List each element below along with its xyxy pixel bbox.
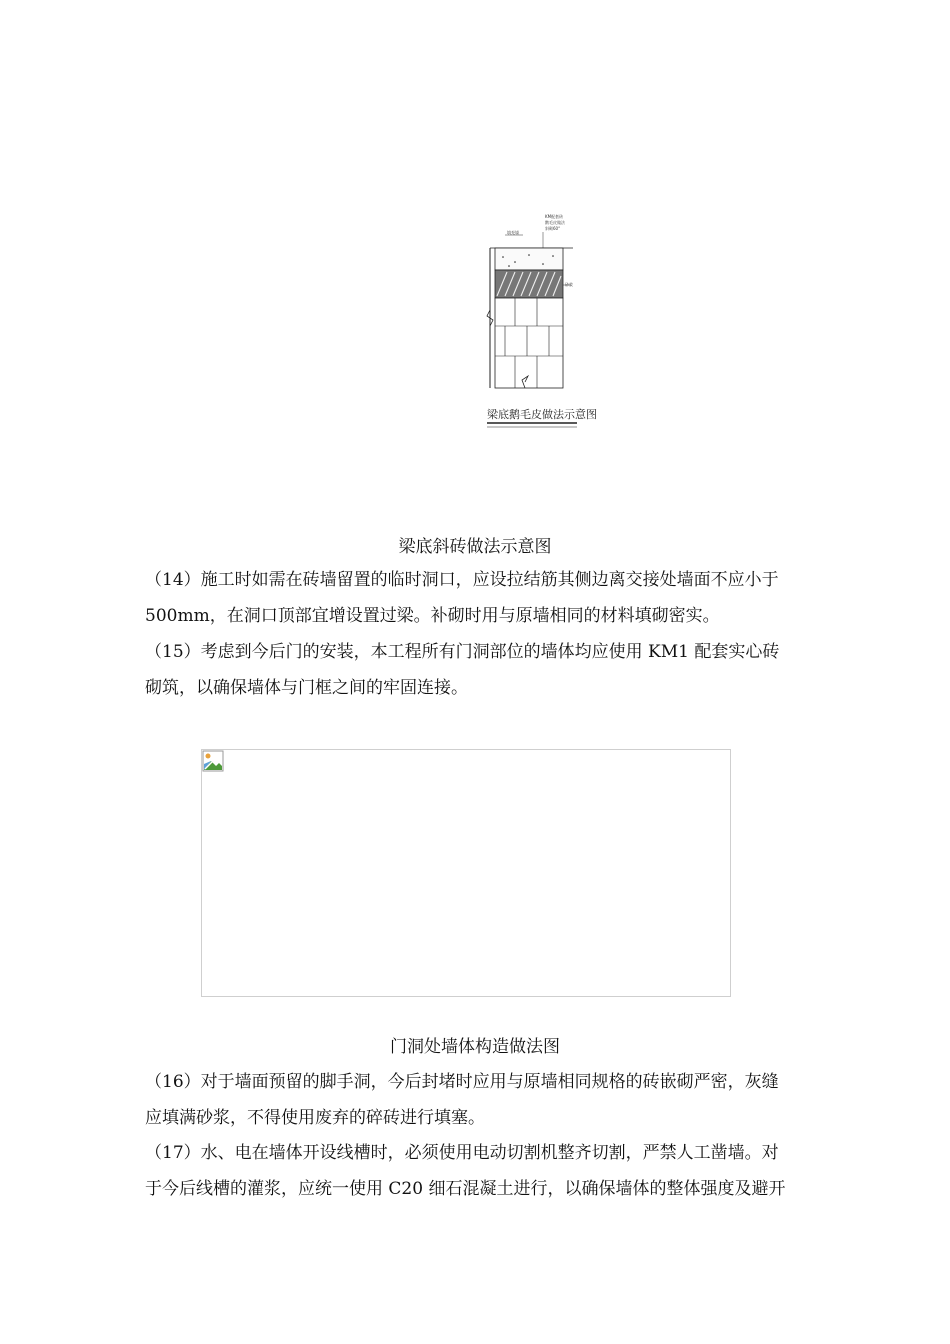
paragraph-15 bbox=[145, 634, 865, 706]
figure-label: 鹅毛皮做法 bbox=[545, 220, 565, 225]
image-placeholder bbox=[201, 749, 731, 997]
figure-label: 砂浆 bbox=[565, 282, 573, 287]
paragraph-line: （15）考虑到今后门的安装，本工程所有门洞部位的墙体均应使用 KM1 配套实心砖 bbox=[145, 642, 780, 662]
paragraph-line: 砌筑，以确保墙体与门框之间的牢固连接。 bbox=[145, 678, 468, 698]
paragraph-line: （17）水、电在墙体开设线槽时，必须使用电动切割机整齐切割，严禁人工凿墙。对 bbox=[145, 1143, 779, 1163]
paragraph-line: 于今后线槽的灌浆，应统一使用 C20 细石混凝土进行，以确保墙体的整体强度及避开 bbox=[145, 1179, 786, 1199]
figure-label: 填充墙 bbox=[507, 230, 519, 235]
paragraph-line: 应填满砂浆，不得使用废弃的碎砖进行填塞。 bbox=[145, 1108, 485, 1128]
beam-bottom-detail-drawing bbox=[485, 210, 597, 435]
paragraph-14 bbox=[145, 562, 865, 634]
paragraph-line: （16）对于墙面预留的脚手洞，今后封堵时应用与原墙相同规格的砖嵌砌严密，灰缝 bbox=[145, 1072, 779, 1092]
beam-bottom-detail-figure bbox=[485, 210, 597, 435]
figure-label: KM配套砖 bbox=[545, 214, 564, 219]
figure-caption: 梁底斜砖做法示意图 bbox=[398, 537, 552, 557]
paragraph-line: （14）施工时如需在砖墙留置的临时洞口，应设拉结筋其侧边离交接处墙面不应小于 bbox=[145, 570, 779, 590]
figure-label: 斜砌60° bbox=[545, 226, 561, 231]
broken-image-icon bbox=[202, 750, 224, 772]
figure-caption: 门洞处墙体构造做法图 bbox=[390, 1037, 560, 1057]
paragraph-line: 500mm，在洞口顶部宜增设置过梁。补砌时用与原墙相同的材料填砌密实。 bbox=[145, 606, 720, 626]
figure-title: 梁底鹅毛皮做法示意图 bbox=[487, 408, 597, 421]
paragraph-16 bbox=[145, 1064, 865, 1136]
paragraph-17 bbox=[145, 1135, 865, 1207]
